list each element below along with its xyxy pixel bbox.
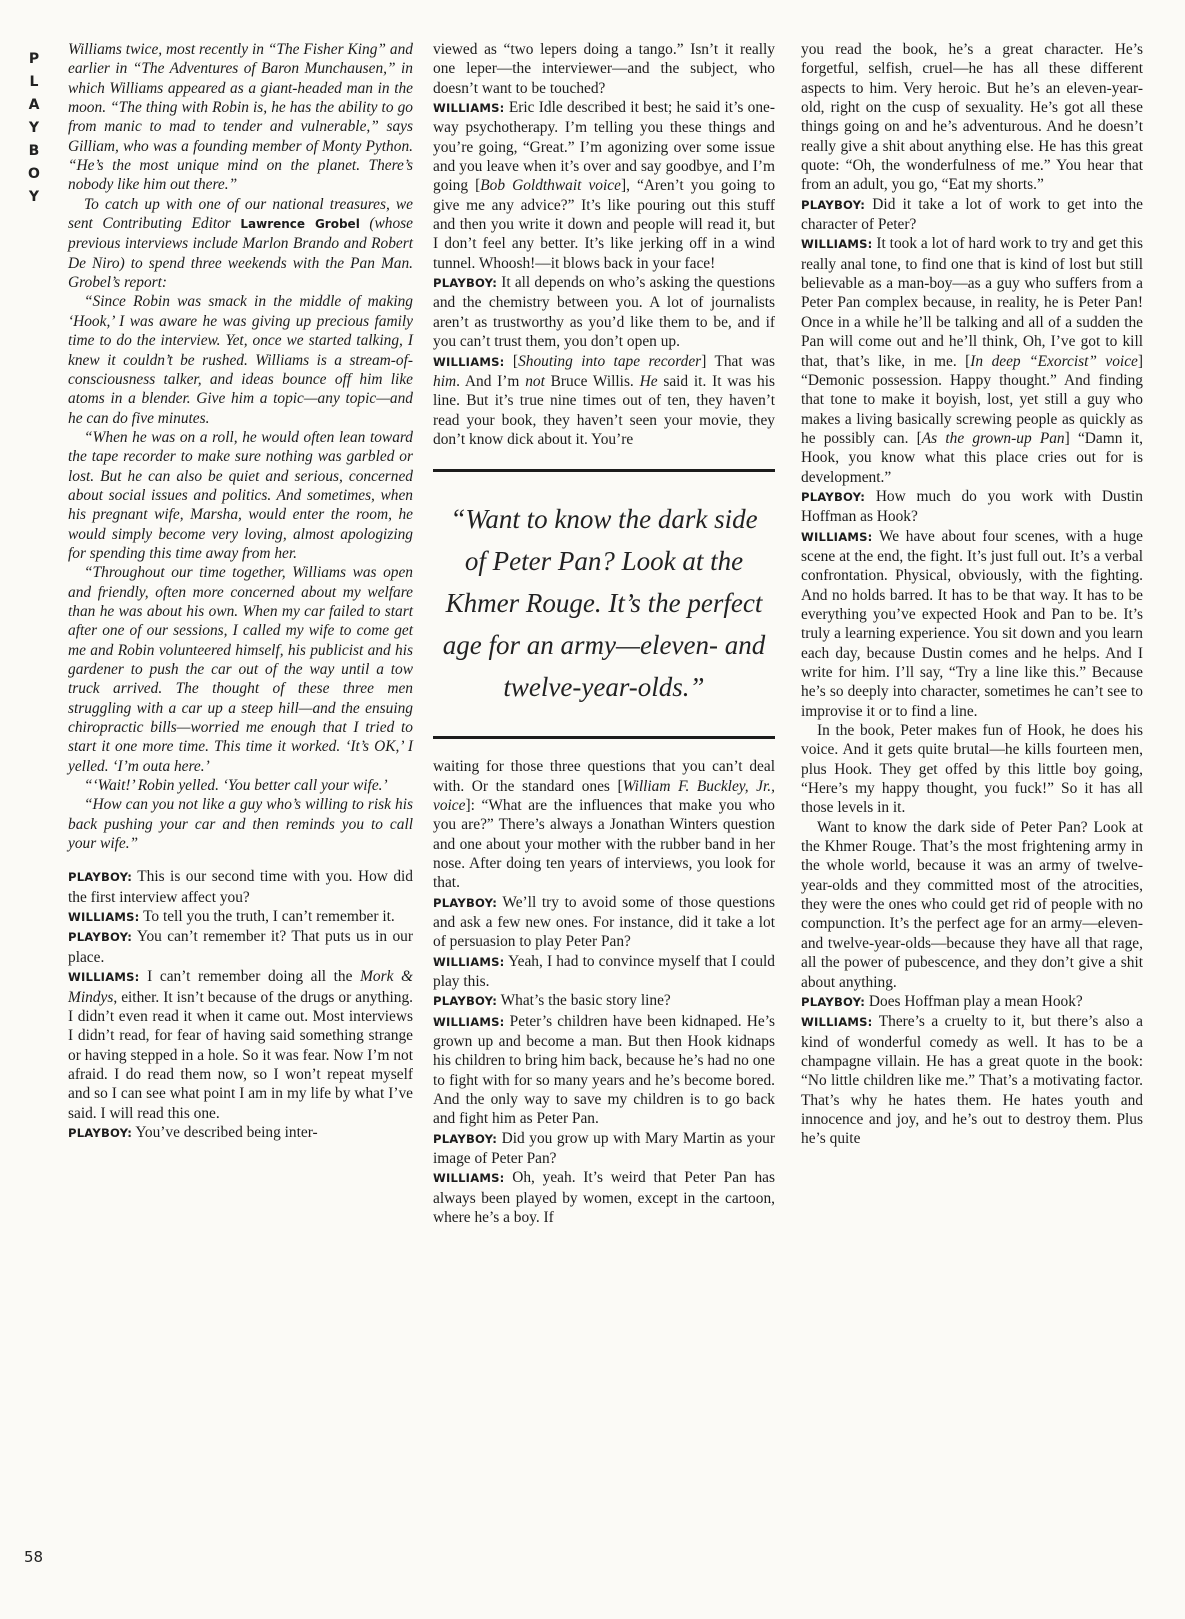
speaker-label: PLAYBOY: (433, 994, 498, 1009)
speaker-label: WILLIAMS: (801, 529, 873, 544)
qa-paragraph (801, 195, 1143, 235)
qa-text: [ (512, 352, 519, 370)
pull-quote: “Want to know the dark side of Peter Pan? Look at the Khmer Rouge. It’s the perfect age for an army—eleven- and twelve-year-olds.” (433, 469, 775, 739)
brand-letter: L (29, 74, 39, 90)
speaker-label: WILLIAMS: (68, 970, 140, 985)
intro-text-run: To catch up with one of our national treasures, we sent Contributing Editor (68, 195, 413, 233)
brand-letter: A (28, 97, 40, 113)
column-3 (801, 40, 1143, 1149)
qa-text: ] That was (701, 352, 775, 370)
qa-paragraph (433, 757, 775, 892)
qa-text: There’s a cruelty to it, but there’s also a kind of wonderful comedy as well. It has to be a champagne villain. He has a great quote in the book: “No little children like me.” That’s a motivating factor. That’s why he hates them. He hates youth and innocence and joy, and he’s out to destroy them. Plus he’s quite (801, 1013, 1143, 1148)
qa-paragraph (801, 40, 1143, 195)
qa-text: viewed as “two lepers doing a tango.” Isn’t it really one leper—the interviewer—and the subject, who doesn’t want to be touched? (433, 41, 775, 97)
qa-text: I can’t remember doing all the (147, 968, 361, 986)
speaker-label: PLAYBOY: (801, 994, 866, 1009)
magazine-brand-vertical (26, 48, 42, 209)
qa-text: Did it take a lot of work to get into the character of Peter? (801, 195, 1143, 234)
qa-text: It all depends on who’s asking the questions and the chemistry between you. A lot of journalists aren’t as trustworthy as you’d like them to be, and if you can’t trust them, you don’t open up. (433, 274, 775, 351)
qa-text: ] “Demonic possession. Happy thought.” And finding that tone to make it boyish, lost, yet still a guy who makes a living basically screwing people as quickly as he possibly can. [ (801, 352, 1143, 447)
intro-paragraph (68, 195, 413, 293)
qa-text: said it. It was his line. But it’s true nine times out of ten, they haven’t read your book, they haven’t seen your movie, they don’t know dick about it. You’re (433, 372, 775, 448)
intro-paragraph: “When he was on a roll, he would often lean toward the tape recorder to make sure nothing was garbled or lost. But he can also be quiet and serious, concerned about social issues and politics. And sometimes, when his pregnant wife, Marsha, would enter the room, he would simply become very loving, almost apologizing for spending this time away from her. (68, 428, 413, 562)
speaker-label: WILLIAMS: (433, 954, 505, 969)
qa-text: Did you grow up with Mary Martin as your image of Peter Pan? (433, 1129, 775, 1168)
author-name: Lawrence Grobel (240, 217, 360, 232)
intro-paragraph: “How can you not like a guy who’s willing to risk his back pushing your car and then reminds you to call your wife.” (68, 796, 413, 853)
brand-letter: P (28, 51, 40, 67)
emphasis: He (639, 372, 658, 390)
qa-text: To tell you the truth, I can’t remember it. (143, 908, 395, 926)
qa-text: Yeah, I had to convince myself that I could play this. (433, 952, 775, 990)
qa-text: We’ll try to avoid some of those questions and ask a few new ones. For instance, did it take a lot of persuasion to play Peter Pan? (433, 893, 775, 951)
qa-paragraph (801, 527, 1143, 721)
qa-paragraph (433, 893, 775, 952)
qa-paragraph (68, 1123, 413, 1143)
qa-paragraph (801, 234, 1143, 486)
qa-paragraph (433, 1129, 775, 1169)
qa-text: ], “Aren’t you going to give me any advice?” It’s like pouring out this stuff and then you write it down and people will read it, but I don’t feel any better. It’s like jerking off in a wind tunnel. Whoosh!—it blows back in your face! (433, 177, 776, 272)
qa-paragraph (433, 991, 775, 1011)
speaker-label: PLAYBOY: (433, 895, 498, 910)
speaker-label: PLAYBOY: (68, 870, 133, 885)
qa-text: Eric Idle described it best; he said it’s one-way psychotherapy. I’m telling you these things and you’re going, “Great.” I’m agonizing over some issue and you leave when it’s over and say goodbye, and I’m going [ (433, 99, 775, 195)
intro-paragraph: “Since Robin was smack in the middle of making ‘Hook,’ I was aware he was giving up precious family time to do the interview. Yet, once we started talking, I knew it couldn’t be rushed. Williams is a stream-of-consciousness talker, and ideas bounce off him like atoms in a blender. Give him a topic—any topic—and he can do five minutes. (68, 293, 413, 427)
qa-paragraph (433, 1168, 775, 1227)
brand-letter: Y (28, 120, 40, 136)
qa-text: Bruce Willis. (544, 372, 640, 390)
page-number: 58 (24, 1548, 44, 1566)
qa-paragraph (801, 1012, 1143, 1148)
column-1 (68, 40, 413, 1143)
speaker-label: WILLIAMS: (433, 354, 505, 369)
qa-text: This is our second time with you. How did the first interview affect you? (68, 868, 413, 906)
speaker-label: WILLIAMS: (801, 237, 873, 252)
speaker-label: PLAYBOY: (68, 1125, 133, 1140)
qa-text: What’s the basic story line? (500, 992, 671, 1010)
speaker-label: PLAYBOY: (801, 489, 866, 504)
qa-text: ]: “What are the influences that make you who you are?” There’s always a Jonathan Winters question and one about your mother with the rubber band in her nose. After doing ten years of interviews, you look for that. (433, 796, 775, 892)
intro-paragraph: “Throughout our time together, Williams was open and friendly, often more concerned about my welfare than he was about his own. When my car failed to start after one of our sessions, I called my wife to come get me and Robin volunteered himself, his publicist and his gardener to push the car out of the way until a tow truck arrived. The thought of these three men struggling with a car up a steep hill—and the ensuing chiropractic bills—worried me enough that I tried to start it one more time. This time it worked. ‘It’s OK,’ I yelled. ‘I’m outa here.’ (68, 564, 413, 775)
qa-paragraph (433, 40, 775, 98)
intro-paragraph: “‘Wait!’ Robin yelled. ‘You better call your wife.’ (84, 777, 388, 795)
qa-paragraph (801, 487, 1143, 527)
qa-text: waiting for those three questions that you can’t deal with. Or the standard ones [ (433, 758, 775, 795)
emphasis: not (525, 372, 545, 390)
qa-text: You’ve described being inter- (135, 1123, 318, 1141)
brand-letter: O (28, 166, 40, 182)
qa-paragraph (433, 273, 775, 351)
stage-direction: In deep “Exorcist” voice (970, 352, 1138, 370)
qa-text: We have about four scenes, with a huge scene at the end, the fight. It’s just full out. It’s a verbal confrontation. Physical, obviously, with the fighting. And no holds barred. It has to be that way. It has to be everything you’ve expected Hook and Pan to be. It’s truly a learning experience. You sit down and you learn each day, because Dustin comes and he helps. And I write for him. I’ll say, “Try a line like this.” Because he’s so deeply into character, sometimes he can’t see to improvise it or to find a line. (801, 527, 1143, 720)
qa-text: How much do you work with Dustin Hoffman as Hook? (801, 487, 1143, 526)
qa-paragraph: Want to know the dark side of Peter Pan? Look at the Khmer Rouge. That’s the most frightening army in the whole world, because it was an army of twelve-year-olds and they committed most of the atrocities, they were the ones who could get rid of people with no compunction. It’s the perfect age for an army—eleven- and twelve-year-olds—because they have all that rage, all the power of pubescence, and they don’t give a shit about anything. (801, 818, 1143, 991)
intro-text (68, 40, 413, 853)
brand-letter: B (28, 143, 40, 159)
intro-text-run: (whose previous interviews include Marlon Brando and Robert De Niro) to spend three weekends with the Pan Man. Grobel’s report: (68, 215, 414, 292)
speaker-label: WILLIAMS: (433, 1171, 505, 1186)
qa-paragraph (68, 967, 413, 1123)
qa-paragraph: In the book, Peter makes fun of Hook, he does his voice. And it gets quite brutal—he kills fourteen men, plus Hook. They get offed by this little boy going, “Here’s my happy thought, you fuck!” So it has all those levels in it. (801, 722, 1143, 817)
qa-text: . And I’m (456, 372, 526, 390)
qa-paragraph (68, 907, 413, 927)
stage-direction: Bob Goldthwait voice (480, 177, 621, 195)
speaker-label: PLAYBOY: (68, 930, 133, 945)
qa-text: ] “Damn it, Hook, you know what this place cries out for is development.” (801, 429, 1143, 486)
intro-paragraph: Williams twice, most recently in “The Fisher King” and earlier in “The Adventures of Baron Munchausen,” in which Williams appeared as a giant-headed man in the moon. “The thing with Robin is, he has the ability to go from manic to mad to tender and vulnerable,” says Gilliam, who was a founding member of Monty Python. “He’s the most unique mind on the planet. There’s nobody like him out there.” (68, 41, 413, 194)
stage-direction: William F. Buckley, Jr., voice (433, 777, 775, 814)
qa-paragraph (433, 952, 775, 992)
qa-text: You can’t remember it? That puts us in our place. (68, 928, 413, 966)
qa-paragraph (433, 1012, 775, 1129)
qa-text: Does Hoffman play a mean Hook? (868, 992, 1083, 1010)
qa-text: Peter’s children have been kidnaped. He’s grown up and become a man. But then Hook kidnaps his children to bring him back, because he’s had no one to fight with for so many years and he’s become bored. And the only way to save my children is to go back and fight him as Peter Pan. (433, 1012, 775, 1128)
stage-direction: Shouting into tape recorder (518, 352, 702, 370)
speaker-label: WILLIAMS: (433, 1014, 505, 1029)
qa-paragraph (433, 98, 775, 273)
qa-text: It took a lot of hard work to try and get this really anal tone, to find one that is kind of lost but still believable as a man-boy—as a guy who suffers from a Peter Pan complex because, in reality, he is Peter Pan! Once in a while he’ll be talking and all of a sudden the Pan will come out and he’ll think, Oh, I’ve got to kill that, that’s like, in me. [ (801, 235, 1143, 370)
speaker-label: PLAYBOY: (433, 1131, 498, 1146)
column-2 (433, 40, 775, 1227)
qa-text: , either. It isn’t because of the drugs or anything. I didn’t even read it when it came out. Most interviews I didn’t read, for fear of having said something strange or having stepped in a hole. So it was fear. Now I’m not afraid. I do read them now, so I won’t repeat myself and so I can see what point I am in my life by what I’ve said. I will read this one. (68, 988, 413, 1122)
speaker-label: WILLIAMS: (68, 910, 140, 925)
speaker-label: PLAYBOY: (433, 276, 498, 291)
qa-paragraph (68, 867, 413, 907)
italic-title: Mork & Mindys (68, 968, 413, 1006)
qa-text: you read the book, he’s a great character. He’s forgetful, selfish, cruel—he has all these different aspects to him. Very heroic. But he’s an eleven-year-old, right on the cusp of sexuality. He’s got all these things going on and he’s adventurous. And he doesn’t really give a shit about anything else. He has this great quote: “Oh, the wonderfulness of me.” You hear that from an adult, you go, “Eat my shorts.” (801, 41, 1143, 194)
qa-paragraph (68, 927, 413, 967)
stage-direction: As the grown-up Pan (921, 429, 1065, 447)
speaker-label: PLAYBOY: (801, 197, 866, 212)
brand-letter: Y (28, 189, 40, 205)
speaker-label: WILLIAMS: (801, 1015, 873, 1030)
qa-text: Oh, yeah. It’s weird that Peter Pan has always been played by women, except in the cartoon, where he’s a boy. If (433, 1169, 775, 1227)
qa-paragraph (433, 352, 775, 450)
qa-paragraph (801, 992, 1143, 1012)
emphasis: him (433, 372, 457, 390)
speaker-label: WILLIAMS: (433, 101, 505, 116)
